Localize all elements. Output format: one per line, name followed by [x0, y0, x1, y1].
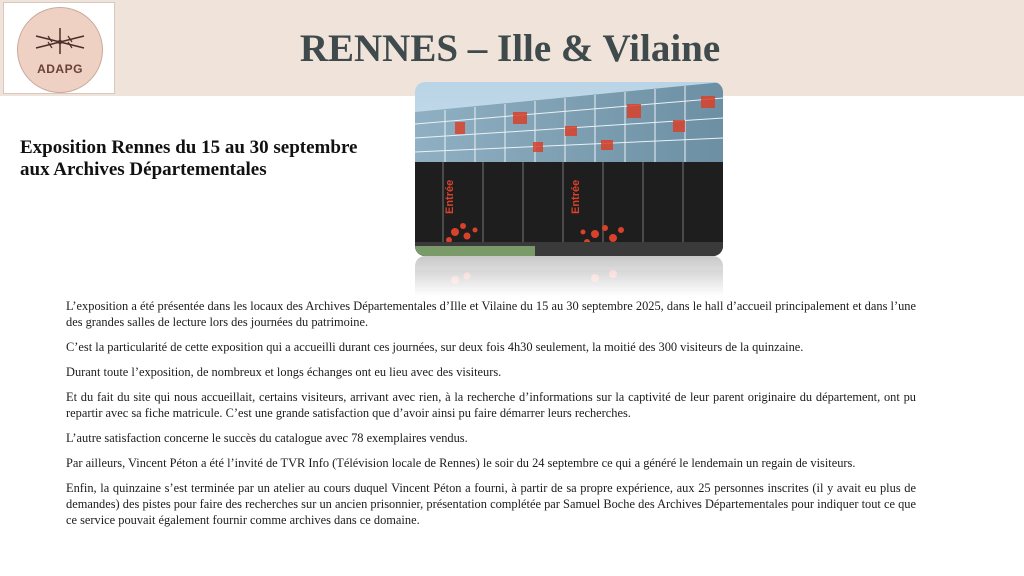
barbed-wire-icon	[34, 26, 86, 56]
exhibition-heading-line1: Exposition Rennes du 15 au 30 septembre	[20, 137, 358, 158]
paragraph: Et du fait du site qui nous accueillait, certains visiteurs, arrivant avec rien, à la recherche d’informations sur la captivité de leur parent originaire du département, ont pu repartir avec sa fiche matricule. C’est une grande satisfaction que d’avoir ainsi pu faire démarrer leurs recherches.	[66, 390, 916, 420]
paragraph: L’exposition a été présentée dans les locaux des Archives Départementales d’Ille et Vilaine du 15 au 30 septembre 2025, dans le hall d’accueil principalement et dans l’une des grandes salles de lecture lors des journées du patrimoine.	[66, 299, 916, 329]
logo-text: ADAPG	[37, 62, 83, 76]
article-body	[66, 298, 916, 537]
paragraph: Par ailleurs, Vincent Péton a été l’invité de TVR Info (Télévision locale de Rennes) le soir du 24 septembre ce qui a généré le lendemain un regain de visiteurs.	[66, 456, 856, 470]
archives-building-photo	[415, 82, 723, 256]
paragraph: L’autre satisfaction concerne le succès du catalogue avec 78 exemplaires vendus.	[66, 431, 468, 445]
entree-sign-right: Entrée	[570, 179, 582, 214]
paragraph: Durant toute l’exposition, de nombreux et longs échanges ont eu lieu avec des visiteurs.	[66, 365, 502, 379]
adapg-logo	[3, 2, 115, 94]
logo-seal	[17, 7, 103, 93]
entree-sign-left: Entrée	[444, 179, 456, 214]
exhibition-heading-line2: aux Archives Départementales	[20, 159, 267, 180]
paragraph: C’est la particularité de cette exposition qui a accueilli durant ces journées, sur deux fois 4h30 seulement, la moitié des 300 visiteurs de la quinzaine.	[66, 340, 804, 354]
page-title: RENNES – Ille & Vilaine	[299, 27, 721, 70]
exhibition-heading	[20, 137, 400, 181]
paragraph: Enfin, la quinzaine s’est terminée par un atelier au cours duquel Vincent Péton a fourni, à partir de sa propre expérience, aux 25 personnes inscrites (il y avait eu plus de demandes) des pistes pour faire des recherches sur un ancien prisonnier, présentation complétée par Samuel Boche des Archives Départementales pour indiquer tout ce que ce service pouvait également fournir comme archives dans ce domaine.	[66, 481, 916, 527]
photo-reflection	[415, 256, 723, 296]
